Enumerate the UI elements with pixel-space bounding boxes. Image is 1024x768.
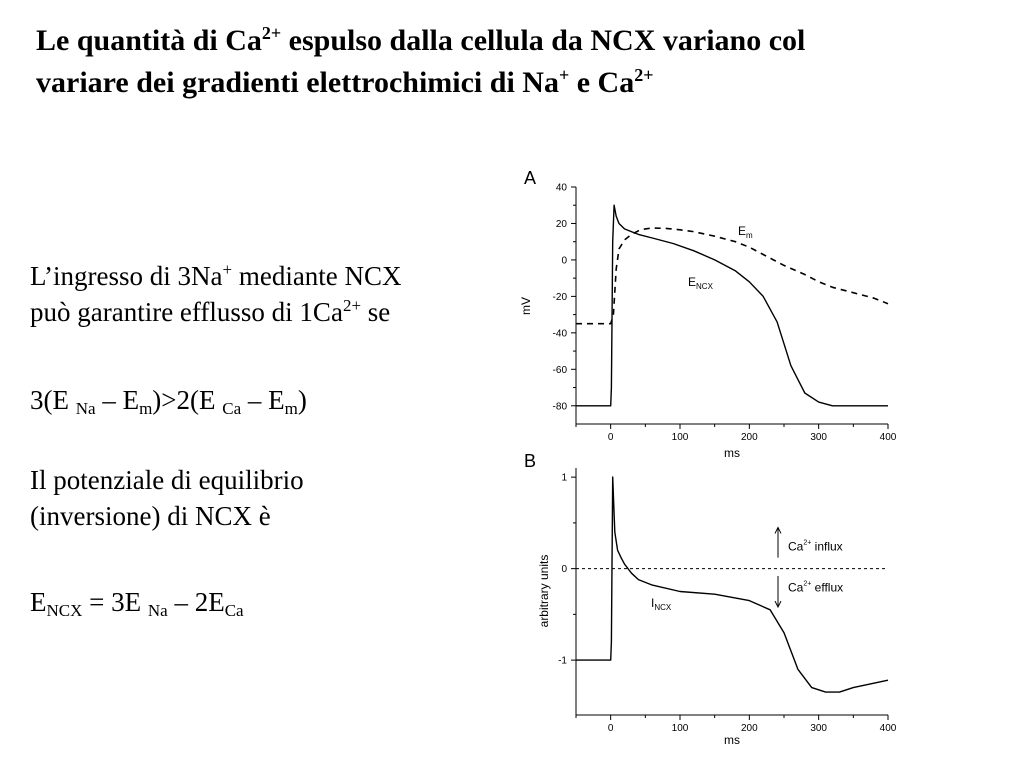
x-tick-label: 100	[671, 432, 689, 443]
efflux-ca: Ca	[788, 580, 804, 595]
series-label-i-ncx	[651, 596, 672, 612]
series-label-main: E	[738, 224, 747, 238]
p2-text-c: )>2(E	[152, 385, 223, 415]
series-label-sub: m	[746, 231, 753, 240]
title-sup-ca2: 2+	[634, 65, 654, 85]
influx-annotation	[788, 539, 843, 553]
series-line-e-m	[576, 205, 888, 406]
paragraph-ingresso	[30, 258, 402, 330]
paragraph-potenziale	[30, 462, 304, 534]
y-tick-label: 20	[555, 218, 567, 230]
p2-sub-ca: Ca	[222, 399, 242, 418]
p1-text-b: mediante NCX	[232, 261, 402, 291]
x-tick-label: 0	[607, 723, 614, 734]
y-tick-label: -60	[552, 364, 567, 376]
efflux-annotation	[788, 581, 843, 595]
p2-sub-m2: m	[284, 399, 298, 418]
p4-text-c: – 2E	[167, 587, 225, 617]
p4-sub-ca: Ca	[224, 601, 244, 620]
series-label-sub: NCX	[696, 282, 713, 291]
paragraph-inequality	[30, 382, 307, 418]
y-tick-label: -20	[552, 291, 567, 303]
influx-ca: Ca	[788, 539, 804, 554]
series-label-main: E	[688, 275, 697, 289]
p4-text-a: E	[30, 587, 47, 617]
p4-sub-ncx: NCX	[46, 601, 83, 620]
p2-text-d: – E	[241, 385, 285, 415]
p3-text-b: (inversione) di NCX è	[30, 501, 271, 531]
efflux-text: efflux	[811, 580, 844, 595]
y-tick-label: 0	[561, 255, 567, 267]
series-line-e-ncx	[576, 228, 888, 324]
p2-text-b: – E	[95, 385, 140, 415]
p1-sup-ca: 2+	[342, 296, 362, 315]
p4-text-b: = 3E	[82, 587, 148, 617]
series-label-e-ncx	[688, 275, 714, 291]
y-tick-label: 40	[555, 182, 567, 194]
x-tick-label: 300	[810, 432, 828, 443]
y-axis-label: mV	[519, 297, 533, 315]
paragraph-formula	[30, 584, 244, 620]
title-sup-na: +	[558, 65, 570, 85]
p2-text-e: )	[297, 385, 307, 415]
title-line1-post: espulso dalla cellula da NCX variano col	[281, 24, 806, 57]
p1-text-d: se	[361, 297, 391, 327]
chart-a-membrane-potential	[510, 160, 910, 460]
y-axis-label: arbitrary units	[537, 554, 551, 628]
p1-text-c: può garantire efflusso di 1Ca	[30, 297, 343, 327]
x-axis-label: ms	[724, 446, 740, 460]
y-tick-label: 1	[561, 472, 567, 484]
title-line2-pre: variare dei gradienti elettrochimici di Na	[36, 66, 559, 99]
series-label-sub: NCX	[654, 603, 672, 612]
panel-label-b: B	[524, 451, 537, 471]
series-label-e-m	[738, 224, 753, 240]
x-tick-label: 400	[879, 723, 897, 734]
p3-text-a: Il potenziale di equilibrio	[30, 465, 304, 495]
p1-text-a: L’ingresso di 3Na	[30, 261, 223, 291]
x-tick-label: 0	[607, 432, 614, 443]
influx-sup: 2+	[803, 539, 812, 547]
panel-label-a: A	[524, 168, 537, 188]
p2-text-a: 3(E	[30, 385, 76, 415]
slide-title	[36, 20, 996, 104]
y-tick-label: -40	[552, 328, 567, 340]
x-tick-label: 400	[879, 432, 897, 443]
series-label-main: I	[651, 596, 655, 610]
p1-sup-na: +	[222, 260, 233, 279]
x-tick-label: 200	[740, 723, 758, 734]
p2-sub-m: m	[139, 399, 153, 418]
y-tick-label: -1	[558, 655, 567, 667]
y-tick-label: 0	[561, 564, 567, 576]
title-sup-ca: 2+	[261, 23, 282, 43]
title-line1-pre: Le quantità di Ca	[36, 24, 262, 57]
y-tick-label: -80	[552, 401, 567, 413]
efflux-sup: 2+	[803, 580, 812, 588]
x-axis-label: ms	[724, 733, 740, 747]
influx-text: influx	[811, 539, 843, 554]
chart-b-ncx-current	[510, 445, 910, 750]
x-tick-label: 300	[810, 723, 828, 734]
p2-sub-na: Na	[75, 399, 96, 418]
x-tick-label: 100	[671, 723, 689, 734]
p4-sub-na: Na	[147, 601, 168, 620]
title-mid: e Ca	[569, 66, 635, 99]
x-tick-label: 200	[740, 432, 758, 443]
